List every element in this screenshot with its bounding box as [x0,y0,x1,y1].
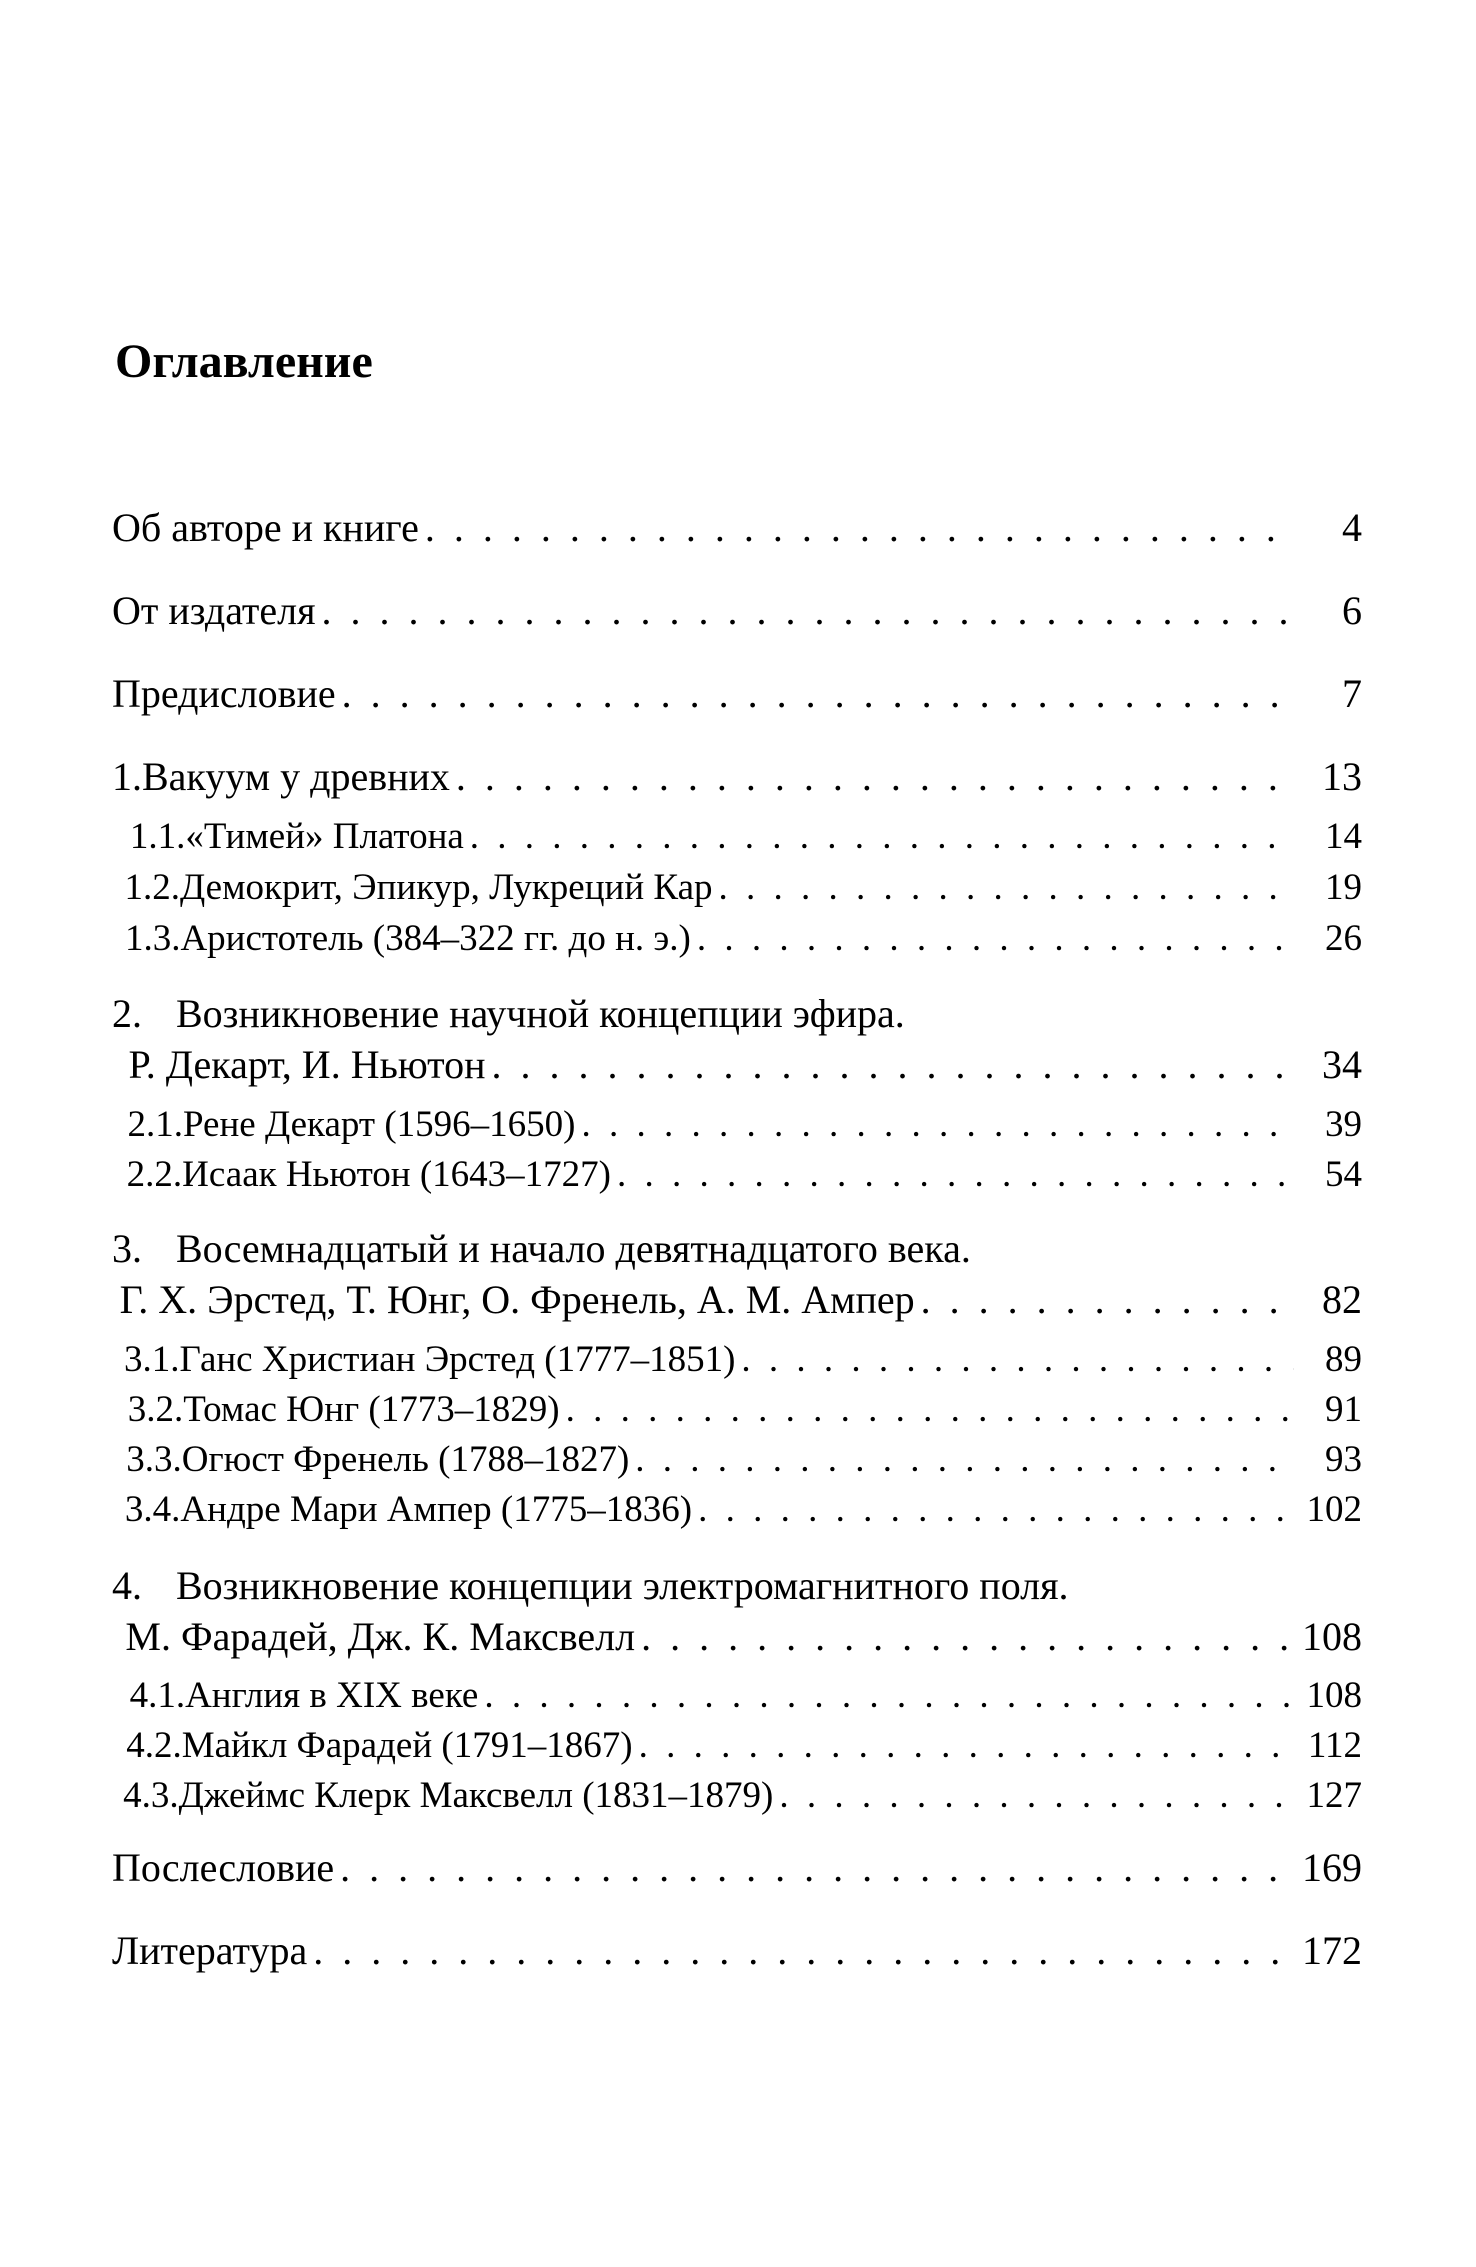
chapter-number: 2. [112,991,142,1036]
toc-section-3-1[interactable] [112,1341,1362,1378]
leader-dots [342,674,1294,714]
leader-dots [697,920,1294,957]
chapter-page: 82 [1322,1277,1362,1322]
toc-section-3-3[interactable] [112,1441,1362,1478]
toc-entry-afterword[interactable] [112,1845,1362,1890]
section-number: 4.2. [126,1725,182,1766]
table-of-contents [112,0,1362,2267]
leader-dots [581,1106,1294,1143]
chapter-number: 4. [112,1563,142,1608]
chapter-title: Вакуум у древних [142,754,450,799]
chapter-title-line1: Восемнадцатый и начало девятнадцатого века. [176,1226,971,1271]
toc-entry-literature[interactable] [112,1928,1362,1973]
toc-chapter-3-line1[interactable] [112,1226,971,1271]
toc-entry-page: 172 [1302,1928,1362,1973]
leader-dots [322,591,1294,631]
section-page: 26 [1325,918,1362,959]
section-number: 1.1. [129,816,186,857]
section-page: 112 [1307,1725,1362,1766]
chapter-page: 13 [1322,754,1362,799]
section-title: Андре Мари Ампер (1775–1836) [180,1489,693,1530]
section-number: 3.4. [124,1489,181,1530]
section-page: 54 [1325,1154,1362,1195]
page-title: Оглавление [115,335,373,388]
toc-section-2-1[interactable] [112,1106,1362,1143]
toc-section-2-2[interactable] [112,1156,1362,1193]
section-title: Ганс Христиан Эрстед (1777–1851) [179,1339,736,1380]
toc-section-1-3[interactable] [112,920,1362,957]
section-number: 3.2. [127,1389,184,1430]
toc-section-4-3[interactable] [112,1777,1362,1814]
leader-dots [617,1156,1294,1193]
chapter-title-line2: М. Фарадей, Дж. К. Максвелл [125,1614,636,1659]
chapter-title-line2: Р. Декарт, И. Ньютон [128,1042,486,1087]
section-number: 2.2. [126,1154,183,1195]
leader-dots [719,869,1295,906]
chapter-page: 108 [1302,1614,1362,1659]
toc-entry-label: Предисловие [112,671,336,716]
leader-dots [741,1341,1294,1378]
toc-entry-page: 4 [1342,505,1362,550]
chapter-title-line1: Возникновение концепции электромагнитного поля. [176,1563,1069,1608]
toc-section-1-1[interactable] [112,818,1362,855]
section-title: Демокрит, Эпикур, Лукреций Кар [179,867,713,908]
section-title: Огюст Френель (1788–1827) [181,1439,630,1480]
leader-dots [635,1441,1294,1478]
leader-dots [313,1931,1294,1971]
section-number: 3.1. [123,1339,180,1380]
section-page: 89 [1325,1339,1362,1380]
section-page: 93 [1325,1439,1362,1480]
leader-dots [779,1777,1294,1814]
toc-chapter-4-line1[interactable] [112,1563,1069,1608]
section-title: Аристотель (384–322 гг. до н. э.) [180,918,691,959]
leader-dots [456,757,1294,797]
leader-dots [340,1848,1294,1888]
chapter-number: 3. [112,1226,142,1271]
toc-chapter-2-line1[interactable] [112,991,905,1036]
toc-entry-page: 169 [1302,1845,1362,1890]
toc-entry-about-author[interactable] [112,505,1362,550]
leader-dots [425,508,1294,548]
section-title: Англия в XIX веке [185,1675,479,1716]
toc-entry-label: От издателя [112,588,316,633]
toc-entry-page: 6 [1342,588,1362,633]
leader-dots [470,818,1294,855]
toc-entry-page: 7 [1342,671,1362,716]
section-title: Исаак Ньютон (1643–1727) [182,1154,611,1195]
toc-section-4-1[interactable] [112,1677,1362,1714]
section-page: 19 [1325,867,1362,908]
leader-dots [566,1391,1294,1428]
section-number: 4.1. [129,1675,186,1716]
section-title: Майкл Фарадей (1791–1867) [181,1725,633,1766]
toc-entry-preface[interactable] [112,671,1362,716]
section-page: 127 [1306,1775,1362,1816]
leader-dots [484,1677,1294,1714]
leader-dots [921,1280,1294,1320]
toc-entry-label: Литература [112,1928,308,1973]
leader-dots [492,1045,1294,1085]
chapter-number: 1. [112,754,142,799]
section-page: 14 [1325,816,1362,857]
toc-entry-label: Послесловие [112,1845,335,1890]
leader-dots [641,1617,1294,1657]
section-page: 91 [1325,1389,1362,1430]
toc-chapter-1[interactable] [112,754,1362,799]
toc-chapter-4[interactable] [112,1614,1362,1659]
section-title: «Тимей» Платона [185,816,464,857]
toc-section-4-2[interactable] [112,1727,1362,1764]
toc-chapter-3[interactable] [112,1277,1362,1322]
section-title: Томас Юнг (1773–1829) [183,1389,560,1430]
toc-entry-publisher[interactable] [112,588,1362,633]
section-number: 4.3. [123,1775,179,1816]
section-page: 108 [1306,1675,1362,1716]
section-title: Рене Декарт (1596–1650) [182,1104,576,1145]
toc-section-3-2[interactable] [112,1391,1362,1428]
leader-dots [698,1491,1294,1528]
toc-section-1-2[interactable] [112,869,1362,906]
section-page: 39 [1325,1104,1362,1145]
section-number: 1.2. [124,867,180,908]
toc-entry-label: Об авторе и книге [112,505,419,550]
chapter-title-line1: Возникновение научной концепции эфира. [176,991,905,1036]
chapter-title-line2: Г. Х. Эрстед, Т. Юнг, О. Френель, А. М. Ампер [119,1277,915,1322]
section-page: 102 [1306,1489,1362,1530]
section-number: 2.1. [127,1104,183,1145]
toc-section-3-4[interactable] [112,1491,1362,1528]
leader-dots [639,1727,1294,1764]
section-title: Джеймс Клерк Максвелл (1831–1879) [178,1775,774,1816]
section-number: 3.3. [126,1439,182,1480]
chapter-page: 34 [1322,1042,1362,1087]
toc-chapter-2[interactable] [112,1042,1362,1087]
section-number: 1.3. [124,918,181,959]
